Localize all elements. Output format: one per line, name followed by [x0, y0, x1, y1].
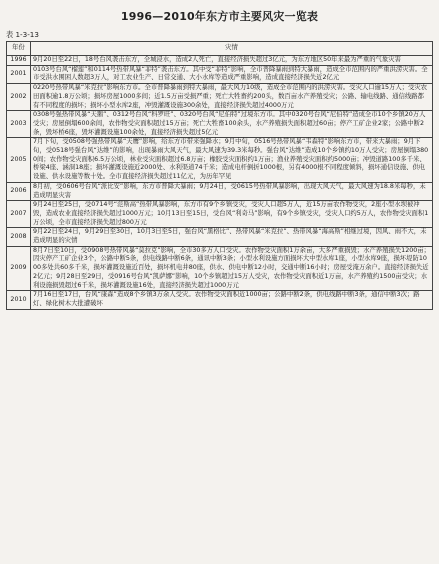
row-year: 2010 [7, 291, 31, 309]
table-number: 表 1-3-13 [6, 30, 39, 39]
header-year: 年份 [7, 42, 31, 56]
row-year: 2003 [7, 111, 31, 138]
row-year: 2008 [7, 228, 31, 246]
row-detail: 0220号热带风暴“米克拉”影响东方市。全市普降暴雨到特大暴雨，最大风力10级，造成全市范围内的洪涝灾害。受灾人口逾15万人；受灾农田面积逾1.8万公顷；损坏房屋1000多间；近1.5万亩受损严重；死亡大牲畜约200头，数百亩水产养殖受灾；公路、输电线路、通信线路都有不同程度的损坏；损坏小型水库2座，冲毁灌溉设施300余处，直接经济损失超过4000万元 [31, 84, 433, 111]
table-row [7, 291, 433, 309]
table-row [7, 56, 433, 66]
table-row [7, 246, 433, 291]
row-year: 2001 [7, 65, 31, 83]
row-year: 2007 [7, 201, 31, 228]
row-detail: 7月16日至17日，台风“康森”造成8个乡镇3万余人受灾。农作物受灾面积近1000亩；公路中断2条，供电线路中断3条，通信中断3次；路灯、绿化树木大批遭破坏 [31, 291, 433, 309]
wind-disaster-table [6, 41, 433, 310]
row-year: 2009 [7, 246, 31, 291]
table-row [7, 84, 433, 111]
row-year: 1996 [7, 56, 31, 66]
table-row [7, 111, 433, 138]
table-header-row [7, 42, 433, 56]
row-detail: 9月22日至24日，9月29日至30日，10月3日至5日，强台风“黑格比”、热带风暴“米克拉”、热带风暴“海高斯”相继过境，因风、雨不大，未造成明显的灾情 [31, 228, 433, 246]
table-row [7, 228, 433, 246]
document-title: 1996—2010年东方市主要风灾一览表 [120, 10, 319, 23]
row-detail: 0308号强热带风暴“天鹅”、0312号台风“科罗旺”、0320号台风“尼伯特”过境东方市。其中0320号台风“尼伯特”造成全市10个乡镇20万人受灾；房屋倒塌600余间，农作物受灾面积超过15万亩；死亡大牲畜100余头，水产养殖损失面积超过60亩；停产工矿企业2家；公路中断2条，毁坏桥6座，毁坏灌溉设施100余处，直接经济损失超过5亿元 [31, 111, 433, 138]
table-row [7, 201, 433, 228]
header-detail: 灾情 [31, 42, 433, 56]
row-detail: 9月24日至25日，受0714号“范斯高”热带风暴影响，东方市有9个乡镇受灾，受灾人口超5万人，近15万亩农作物受灾，2座小型水坝被冲毁，造成农业直接经济损失超过1000万元；10月13日至15日，受台风“利奇马”影响，有9个乡镇受灾，受灾人口约5万人，农作物受灾面积1万公顷，全市直接经济损失超过800万元 [31, 201, 433, 228]
row-year: 2006 [7, 182, 31, 200]
table-row [7, 138, 433, 183]
table-row [7, 182, 433, 200]
row-detail: 8月初，受0606号台风“派比安”影响，东方市普降大暴雨；9月24日，受0615号热带风暴影响，出现大风天气，最大风速为18.8米每秒，未造成明显灾害 [31, 182, 433, 200]
row-year: 2005 [7, 138, 31, 183]
row-detail: 0103号台风“榴莲”和0114号热带风暴“菲特”袭击东方。其中受“菲特”影响，全市普降暴雨到特大暴雨，造成全市范围内的严重洪涝灾害。全市受洪水围困人数超3万人，对工农业生产、日常交通、大小水库等造成严重影响，造成直接经济损失近2亿元 [31, 65, 433, 83]
row-detail: 8月7日至10日，受0908号热带风暴“莫拉克”影响，全市30多万人口受灾。农作物受灾面积1万余亩，大多严重损毁；水产养殖损失1200亩；因灾停产工矿企业3个，公路中断5条，供电线路中断6条，通讯中断3条；小型水利设施方面损坏大中型水库1座，小型水库9座，损坏堤防1000多处共60多千米，损坏灌溉设施近百处，损坏机电井80座，供水、供电中断12小时，交通中断16小时；房屋受淹万余户。直接经济损失近2亿元；9月28日至29日，受0916号台风“凯萨娜”影响，10个乡镇超过15万人受灾，农作物受灾面积近1万亩，水产养殖约1500亩受灾；水利设施损毁超过6千米，损坏灌溉设施16处，直接经济损失超过1000万元 [31, 246, 433, 291]
row-detail: 9月20日至22日，18号台风袭击东方，全城浸水，造成2人死亡，直接经济损失超过3亿元，为东方地区50年来最为严重的气象灾害 [31, 56, 433, 66]
table-row [7, 65, 433, 83]
row-year: 2002 [7, 84, 31, 111]
row-detail: 7月下旬，受0508号强热带风暴“天鹰”影响，给东方市带来强降水；9月中旬，0516号热带风暴“韦森特”影响东方市，带来大暴雨；9月下旬，受0518号强台风“达维”的影响，出现暴雨大风天气，最大风速为39.3米每秒。强台风“达维”造成10个乡镇约10万人受灾；房屋倒塌3800间；农作物受灾面积6.5万公顷，林业受灾面积超过6.8万亩；橡胶受灾面积约1万亩；渔业养殖受灾面积约5000亩；冲毁道路100多千米、桥梁4座、涵洞18座；损坏灌溉设施近2000处、水利渠道74千米；造成电杆倒折1000根，另有4000根不同程度倾斜，损坏通信设施、供电设施、供水设施等数十处。全市直接经济损失超过11亿元，为历年罕见 [31, 138, 433, 183]
